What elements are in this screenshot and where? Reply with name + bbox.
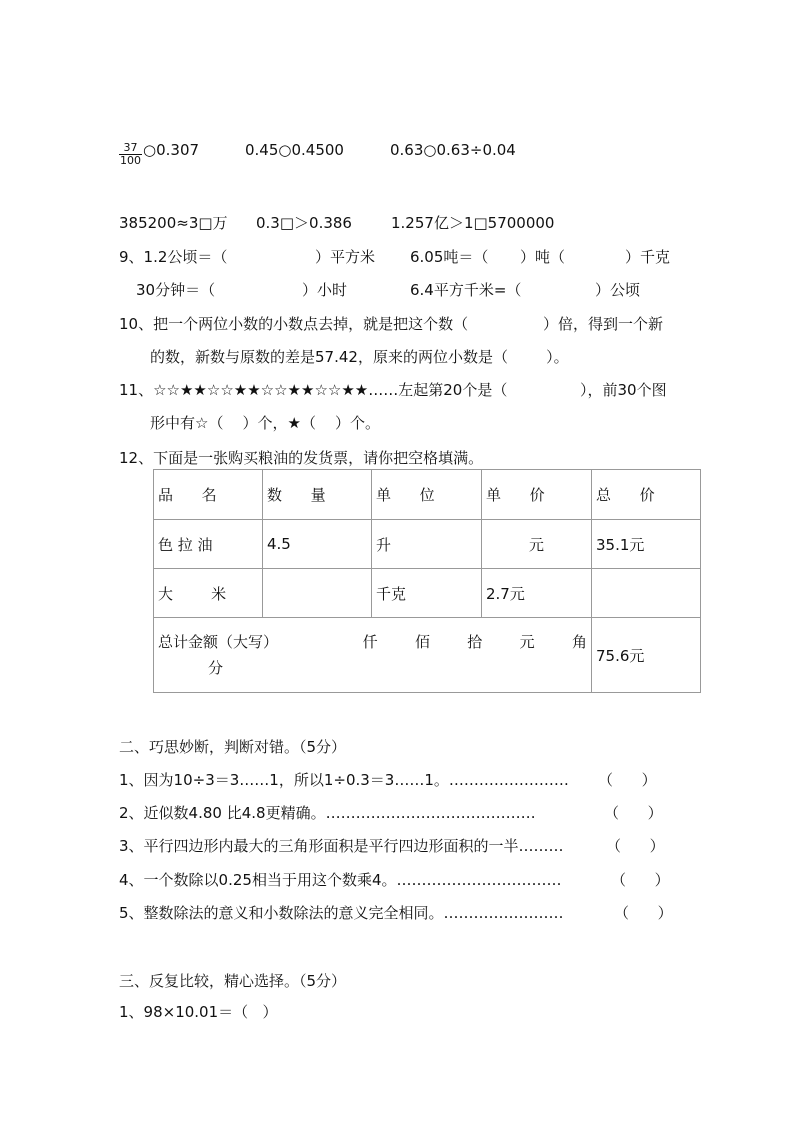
unit-yuan: 元	[519, 633, 535, 651]
fraction-numerator: 37	[119, 142, 142, 155]
cell-oil-unit: 升	[372, 520, 482, 569]
s2-item-5-text: 5、整数除法的意义和小数除法的意义完全相同。……………………	[119, 904, 564, 922]
s2-item-1-blank[interactable]: （ ）	[598, 771, 657, 789]
q10-line1-a: 10、把一个两位小数的小数点去掉，就是把这个数（	[119, 315, 469, 333]
q9-line1-a: 9、1.2公顷＝（	[119, 248, 228, 266]
cell-oil-total: 35.1元	[592, 520, 701, 569]
cell-rice-name: 大 米	[154, 569, 263, 618]
q10-line2: 的数，新数与原数的差是57.42，原来的两位小数是（ ）。	[150, 348, 569, 366]
s2-item-2-text: 2、近似数4.80 比4.8更精确。……………………………………	[119, 804, 536, 822]
q9-line2-b: ）小时	[302, 281, 348, 299]
invoice-table	[153, 469, 701, 693]
approx-item-1: 385200≈3□万	[119, 214, 228, 232]
header-cell-unit-price: 单 价	[482, 470, 592, 520]
unit-bai: 佰	[414, 633, 430, 651]
s2-item-1-text: 1、因为10÷3＝3……1，所以1÷0.3＝3……1。……………………	[119, 771, 569, 789]
approx-item-2: 0.3□＞0.386	[256, 214, 352, 232]
s2-item-3-text: 3、平行四边形内最大的三角形面积是平行四边形面积的一半………	[119, 837, 564, 855]
q11-line1-a: 11、☆☆★★☆☆★★☆☆★★☆☆★★……左起第20个是（	[119, 381, 508, 399]
approx-item-3: 1.257亿＞1□5700000	[391, 214, 555, 232]
header-cell-unit: 单 位	[372, 470, 482, 520]
compare-item-2: 0.45○0.4500	[245, 141, 344, 159]
header-cell-total-price: 总 价	[592, 470, 701, 520]
s2-item-4-text: 4、一个数除以0.25相当于用这个数乘4。……………………………	[119, 871, 562, 889]
unit-shi: 拾	[467, 633, 483, 651]
compare-item-3: 0.63○0.63÷0.04	[390, 141, 516, 159]
cell-oil-quantity: 4.5	[263, 520, 372, 569]
q10-line1-b: ）倍，得到一个新	[543, 315, 664, 333]
unit-jiao: 角	[571, 633, 587, 651]
invoice-total-row	[154, 618, 701, 693]
s2-item-2-blank[interactable]: （ ）	[604, 804, 663, 822]
header-cell-name: 品 名	[154, 470, 263, 520]
invoice-header-row	[154, 470, 701, 520]
header-cell-quantity: 数 量	[263, 470, 372, 520]
q9-line1-e: ）千克	[625, 248, 671, 266]
total-label: 总计金额（大写）	[158, 633, 279, 651]
fraction-37-100	[119, 142, 142, 167]
q9-line2-d: ）公顷	[595, 281, 641, 299]
cell-rice-price: 2.7元	[482, 569, 592, 618]
q11-line2: 形中有☆（ ）个，★（ ）个。	[150, 414, 381, 432]
s3-question-1: 1、98×10.01＝（ ）	[119, 1003, 278, 1021]
unit-fen: 分	[208, 659, 224, 677]
q11-line1-b: ），前30个图	[580, 381, 667, 399]
fraction-denominator: 100	[120, 154, 141, 167]
cell-oil-price[interactable]: 元	[482, 520, 592, 569]
q9-line1-c: 6.05吨＝（	[410, 248, 489, 266]
invoice-row-rice	[154, 569, 701, 618]
cell-total-in-words[interactable]	[154, 618, 592, 693]
invoice-row-oil	[154, 520, 701, 569]
q12-title: 12、下面是一张购买粮油的发货票，请你把空格填满。	[119, 449, 484, 467]
s2-item-5-blank[interactable]: （ ）	[614, 904, 673, 922]
cell-oil-name: 色 拉 油	[154, 520, 263, 569]
q9-line1-d: ）吨（	[520, 248, 566, 266]
compare-item-1: ○0.307	[143, 141, 200, 159]
cell-rice-unit: 千克	[372, 569, 482, 618]
cell-rice-total[interactable]	[592, 569, 701, 618]
unit-qian: 仟	[362, 633, 378, 651]
cell-rice-quantity[interactable]	[263, 569, 372, 618]
q9-line2-a: 30分钟＝（	[136, 281, 216, 299]
s2-item-3-blank[interactable]: （ ）	[606, 837, 665, 855]
cell-total-amount: 75.6元	[592, 618, 701, 693]
q9-line1-b: ）平方米	[315, 248, 376, 266]
section2-title: 二、巧思妙断，判断对错。（5分）	[119, 738, 347, 756]
s2-item-4-blank[interactable]: （ ）	[611, 871, 670, 889]
q9-line2-c: 6.4平方千米=（	[410, 281, 522, 299]
section3-title: 三、反复比较，精心选择。（5分）	[119, 972, 347, 990]
